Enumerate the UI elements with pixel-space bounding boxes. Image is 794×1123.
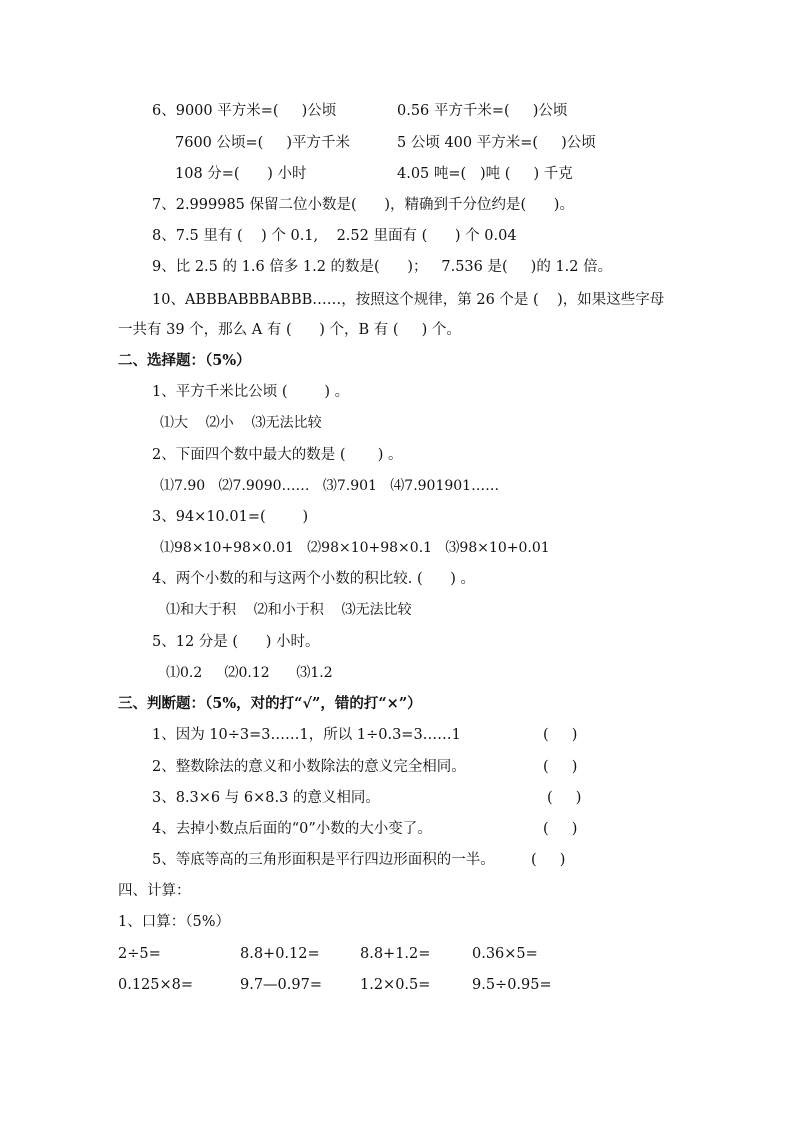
choice-q4-options: ⑴和大于积 ⑵和小于积 ⑶无法比较 <box>166 602 412 618</box>
q6-row2-left: 7600 公顷=( )平方千米 <box>175 135 351 151</box>
judge-q2-answer-bracket: ( ) <box>543 759 578 775</box>
calc-r2-c1: 0.125×8= <box>118 977 194 993</box>
choice-q5-stem: 5、12 分是 ( ) 小时。 <box>152 634 320 650</box>
question-10-line1: 10、ABBBABBBABBB……，按照这个规律，第 26 个是 ( )，如果这些字母 <box>152 292 665 308</box>
judge-q3-text: 3、8.3×6 与 6×8.3 的意义相同。 <box>152 790 380 806</box>
judge-q1-answer-bracket: ( ) <box>543 727 578 743</box>
calc-r1-c2: 8.8+0.12= <box>240 946 320 962</box>
choice-q5-options: ⑴0.2 ⑵0.12 ⑶1.2 <box>166 665 333 681</box>
judge-q4-answer-bracket: ( ) <box>543 821 578 837</box>
question-10-line2: 一共有 39 个，那么 A 有 ( ) 个，B 有 ( ) 个。 <box>118 322 461 338</box>
calc-r1-c1: 2÷5= <box>118 946 161 962</box>
q6-row2-right: 5 公顷 400 平方米=( )公顷 <box>397 135 596 151</box>
question-8: 8、7.5 里有 ( ) 个 0.1, 2.52 里面有 ( ) 个 0.04 <box>152 228 517 244</box>
choice-q2-stem: 2、下面四个数中最大的数是 ( ) 。 <box>152 447 403 463</box>
q6-row1-left: 6、9000 平方米=( )公顷 <box>152 103 337 119</box>
calc-r2-c4: 9.5÷0.95= <box>472 977 552 993</box>
choice-q1-options: ⑴大 ⑵小 ⑶无法比较 <box>160 415 322 431</box>
calc-r1-c4: 0.36×5= <box>472 946 538 962</box>
question-9: 9、比 2.5 的 1.6 倍多 1.2 的数是( )； 7.536 是( )的 1.2 倍。 <box>152 259 613 275</box>
calc-r2-c2: 9.7—0.97= <box>240 977 322 993</box>
judge-q1-text: 1、因为 10÷3=3……1，所以 1÷0.3=3……1 <box>152 727 461 743</box>
question-7: 7、2.999985 保留二位小数是( )，精确到千分位约是( )。 <box>152 197 574 213</box>
judge-q5-text: 5、等底等高的三角形面积是平行四边形面积的一半。 <box>152 852 495 868</box>
judge-q2-text: 2、整数除法的意义和小数除法的意义完全相同。 <box>152 759 466 775</box>
q6-row1-right: 0.56 平方千米=( )公顷 <box>397 103 568 119</box>
choice-q3-stem: 3、94×10.01=( ) <box>152 509 309 525</box>
choice-q2-options: ⑴7.90 ⑵7.9090…… ⑶7.901 ⑷7.901901…… <box>160 478 500 494</box>
calc-r2-c3: 1.2×0.5= <box>360 977 431 993</box>
section-choice-title: 二、选择题：（5%） <box>118 352 251 369</box>
mental-math-title: 1、口算：（5%） <box>118 914 230 930</box>
choice-q1-stem: 1、平方千米比公顷 ( ) 。 <box>152 384 350 400</box>
judge-q5-answer-bracket: ( ) <box>531 852 566 868</box>
section-calc-title: 四、计算： <box>118 883 191 899</box>
choice-q3-options: ⑴98×10+98×0.01 ⑵98×10+98×0.1 ⑶98×10+0.01 <box>160 540 550 556</box>
calc-r1-c3: 8.8+1.2= <box>360 946 431 962</box>
section-judge-title: 三、判断题：（5%，对的打“√”，错的打“×”） <box>118 695 422 712</box>
q6-row3-right: 4.05 吨=( )吨 ( ) 千克 <box>397 166 573 182</box>
judge-q3-answer-bracket: ( ) <box>547 790 582 806</box>
judge-q4-text: 4、去掉小数点后面的“0”小数的大小变了。 <box>152 821 432 837</box>
q6-row3-left: 108 分=( ) 小时 <box>175 166 307 182</box>
choice-q4-stem: 4、两个小数的和与这两个小数的积比较. ( ) 。 <box>152 571 476 587</box>
